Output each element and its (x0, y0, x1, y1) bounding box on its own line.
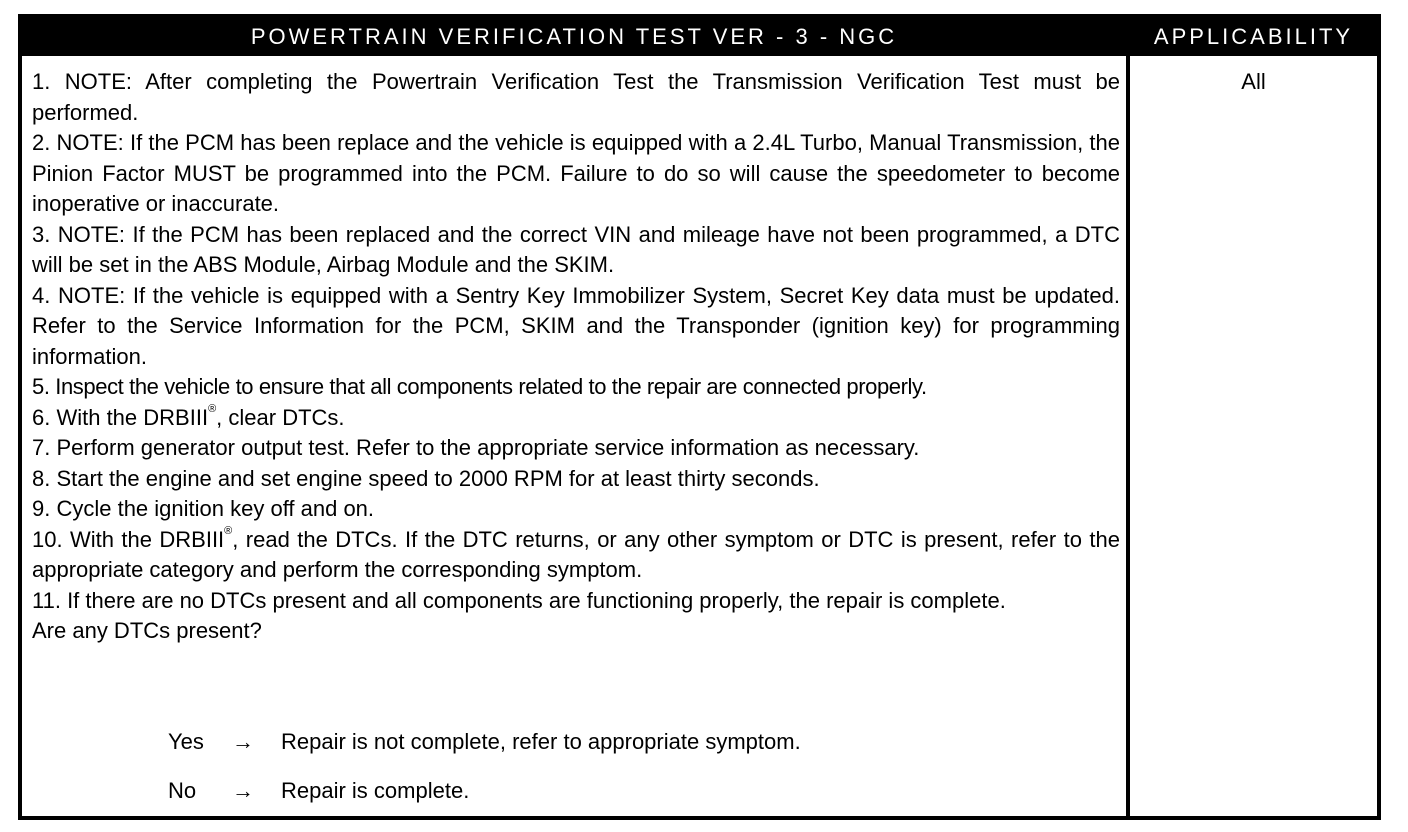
applicability-header: APPLICABILITY (1130, 18, 1377, 56)
registered-mark: ® (224, 524, 233, 537)
step-10-text: 10. With the DRBIII (32, 526, 225, 552)
step-5: 5. Inspect the vehicle to ensure that all components related to the repair are connected properly. (32, 374, 927, 399)
answer-no-result: Repair is complete. (281, 778, 470, 803)
step-6 (32, 403, 1120, 434)
test-title-header: POWERTRAIN VERIFICATION TEST VER - 3 - NGC (22, 18, 1126, 56)
step-2: 2. NOTE: If the PCM has been replace and the vehicle is equipped with a 2.4L Turbo, Manual Transmission, the Pinion Factor MUST be programmed into the PCM. Failure to do so will cause the speedometer to become inoperative or inaccurate. (32, 130, 1120, 216)
step-8: 8. Start the engine and set engine speed to 2000 RPM for at least thirty seconds. (32, 465, 820, 491)
column-divider (1126, 18, 1130, 816)
answer-yes-result: Repair is not complete, refer to appropriate symptom. (281, 729, 801, 754)
arrow-icon: → (232, 729, 254, 754)
step-9: 9. Cycle the ignition key off and on. (32, 496, 375, 521)
step-10 (32, 525, 1120, 586)
step-6-text-end: , clear DTCs. (216, 404, 345, 430)
question: Are any DTCs present? (32, 618, 262, 643)
test-procedure-table (18, 14, 1381, 820)
step-4: 4. NOTE: If the vehicle is equipped with a Sentry Key Immobilizer System, Secret Key data must be updated. Refer to the Service Information for the PCM, SKIM and the Transponder (ignition key) for programming information. (32, 282, 1120, 369)
step-3: 3. NOTE: If the PCM has been replaced and the correct VIN and mileage have not been programmed, a DTC will be set in the ABS Module, Airbag Module and the SKIM. (32, 221, 1120, 277)
step-1: 1. NOTE: After completing the Powertrain Verification Test the Transmission Verification Test must be performed. (32, 69, 1120, 125)
step-7: 7. Perform generator output test. Refer to the appropriate service information as necessary. (32, 435, 920, 460)
step-10-text-end: , read the DTCs. If the DTC returns, or any other symptom or DTC is present, refer to the appropriate category and perform the corresponding symptom. (32, 526, 1120, 582)
answer-no-label: No (168, 778, 197, 803)
procedure-steps (32, 67, 1120, 647)
applicability-value: All (1241, 69, 1266, 94)
arrow-icon: → (232, 778, 254, 803)
step-11: 11. If there are no DTCs present and all components are functioning properly, the repair is complete. (32, 587, 1006, 613)
answer-yes-label: Yes (168, 729, 204, 754)
registered-mark: ® (208, 402, 217, 415)
step-6-text: 6. With the DRBIII (32, 404, 209, 430)
